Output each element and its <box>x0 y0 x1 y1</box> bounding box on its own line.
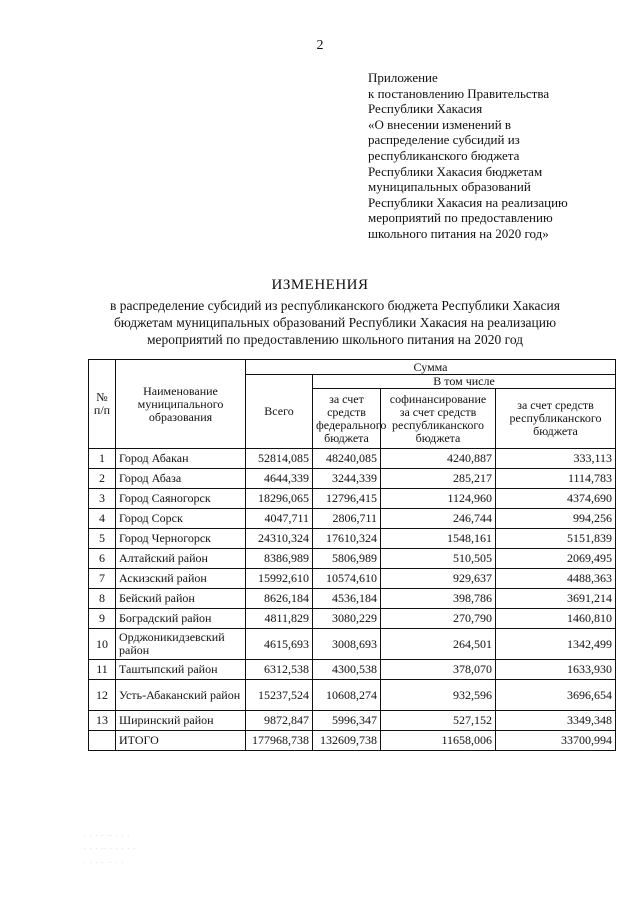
row-republic: 1114,783 <box>496 469 616 489</box>
appendix-line: мероприятий по предоставлению <box>368 210 553 226</box>
row-number: 6 <box>89 549 116 569</box>
appendix-line: «О внесении изменений в <box>368 116 512 132</box>
row-cofinance: 932,596 <box>381 680 496 711</box>
faint-mark: · · · · ·· · · <box>84 860 125 867</box>
row-name: Город Абаза <box>116 469 246 489</box>
row-total: 4644,339 <box>246 469 313 489</box>
row-number: 5 <box>89 529 116 549</box>
table-row <box>89 549 616 569</box>
row-cofinance: 264,501 <box>381 629 496 660</box>
row-federal: 4300,538 <box>313 660 381 680</box>
row-number: 11 <box>89 660 116 680</box>
row-republic: 1342,499 <box>496 629 616 660</box>
total-federal: 132609,738 <box>313 731 381 751</box>
row-name: Город Саяногорск <box>116 489 246 509</box>
row-name: Город Сорск <box>116 509 246 529</box>
row-cofinance: 398,786 <box>381 589 496 609</box>
faint-mark: · · · ·· · · · · · <box>84 846 137 853</box>
row-republic: 4374,690 <box>496 489 616 509</box>
row-federal: 10574,610 <box>313 569 381 589</box>
row-federal: 3008,693 <box>313 629 381 660</box>
row-total: 24310,324 <box>246 529 313 549</box>
row-name: Город Абакан <box>116 449 246 469</box>
row-federal: 5806,989 <box>313 549 381 569</box>
row-federal: 4536,184 <box>313 589 381 609</box>
subtitle-line: бюджетам муниципальных образований Республики Хакасия на реализацию <box>113 315 557 330</box>
table-row <box>89 449 616 469</box>
row-name: Ширинский район <box>116 711 246 731</box>
row-republic: 2069,495 <box>496 549 616 569</box>
table-row <box>89 609 616 629</box>
row-republic: 1633,930 <box>496 660 616 680</box>
row-name: Алтайский район <box>116 549 246 569</box>
row-total: 8626,184 <box>246 589 313 609</box>
table-row <box>89 660 616 680</box>
row-number: 8 <box>89 589 116 609</box>
row-cofinance: 929,637 <box>381 569 496 589</box>
appendix-block <box>368 70 618 242</box>
header-including: В том числе <box>313 375 616 389</box>
row-total: 4811,829 <box>246 609 313 629</box>
total-label: ИТОГО <box>116 731 246 751</box>
row-name: Боградский район <box>116 609 246 629</box>
faint-mark: · · · · ·· · · · <box>84 833 131 840</box>
table-row <box>89 489 616 509</box>
header-num: № п/п <box>89 360 116 449</box>
row-federal: 5996,347 <box>313 711 381 731</box>
header-sum: Сумма <box>246 360 616 375</box>
row-cofinance: 527,152 <box>381 711 496 731</box>
row-cofinance: 246,744 <box>381 509 496 529</box>
row-federal: 12796,415 <box>313 489 381 509</box>
header-republic: за счет средств республиканского бюджета <box>496 389 616 449</box>
row-total: 52814,085 <box>246 449 313 469</box>
row-name: Усть-Абаканский район <box>116 680 246 711</box>
row-name: Аскизский район <box>116 569 246 589</box>
row-number: 9 <box>89 609 116 629</box>
subtitle-line: мероприятий по предоставлению школьного питания на 2020 год <box>146 332 524 347</box>
row-total: 15992,610 <box>246 569 313 589</box>
row-federal: 17610,324 <box>313 529 381 549</box>
subtitle-line: в распределение субсидий из республиканского бюджета Республики Хакасия <box>110 298 560 313</box>
appendix-line: распределение субсидий из <box>368 132 520 148</box>
header-total: Всего <box>246 375 313 449</box>
row-republic: 1460,810 <box>496 609 616 629</box>
row-republic: 333,113 <box>496 449 616 469</box>
row-federal: 3080,229 <box>313 609 381 629</box>
header-cofinance: софинансирование за счет средств республиканского бюджета <box>381 389 496 449</box>
page-number: 2 <box>316 38 324 53</box>
subsidy-table <box>88 359 616 751</box>
total-republic: 33700,994 <box>496 731 616 751</box>
row-cofinance: 270,790 <box>381 609 496 629</box>
appendix-line: Республики Хакасия на реализацию <box>368 194 568 210</box>
total-cofinance: 11658,006 <box>381 731 496 751</box>
row-total: 15237,524 <box>246 680 313 711</box>
row-federal: 10608,274 <box>313 680 381 711</box>
table-row <box>89 569 616 589</box>
document-subtitle <box>100 297 570 348</box>
row-republic: 3349,348 <box>496 711 616 731</box>
appendix-line: Республики Хакасия <box>368 101 483 117</box>
appendix-line: школьного питания на 2020 год» <box>368 225 549 241</box>
row-name: Таштыпский район <box>116 660 246 680</box>
row-total: 6312,538 <box>246 660 313 680</box>
row-total: 9872,847 <box>246 711 313 731</box>
row-number: 1 <box>89 449 116 469</box>
row-number: 13 <box>89 711 116 731</box>
row-federal: 48240,085 <box>313 449 381 469</box>
row-republic: 5151,839 <box>496 529 616 549</box>
table-row <box>89 509 616 529</box>
row-number: 2 <box>89 469 116 489</box>
row-federal: 3244,339 <box>313 469 381 489</box>
row-number: 10 <box>89 629 116 660</box>
row-number: 3 <box>89 489 116 509</box>
row-republic: 3691,214 <box>496 589 616 609</box>
row-name: Бейский район <box>116 589 246 609</box>
row-total: 8386,989 <box>246 549 313 569</box>
row-number: 7 <box>89 569 116 589</box>
header-name: Наименование муниципального образования <box>116 360 246 449</box>
row-cofinance: 1548,161 <box>381 529 496 549</box>
total-sum: 177968,738 <box>246 731 313 751</box>
row-number: 4 <box>89 509 116 529</box>
row-number: 12 <box>89 680 116 711</box>
table-row <box>89 589 616 609</box>
row-total: 18296,065 <box>246 489 313 509</box>
row-cofinance: 285,217 <box>381 469 496 489</box>
row-total: 4615,693 <box>246 629 313 660</box>
row-total: 4047,711 <box>246 509 313 529</box>
row-cofinance: 378,070 <box>381 660 496 680</box>
row-cofinance: 510,505 <box>381 549 496 569</box>
appendix-line: к постановлению Правительства <box>368 85 550 101</box>
table-row <box>89 680 616 711</box>
total-row <box>89 731 616 751</box>
appendix-line: Приложение <box>368 70 438 85</box>
table-row <box>89 711 616 731</box>
table-row <box>89 529 616 549</box>
table-row <box>89 629 616 660</box>
row-republic: 3696,654 <box>496 680 616 711</box>
appendix-line: муниципальных образований <box>368 179 531 195</box>
row-republic: 4488,363 <box>496 569 616 589</box>
row-name: Город Черногорск <box>116 529 246 549</box>
row-cofinance: 4240,887 <box>381 449 496 469</box>
appendix-line: республиканского бюджета <box>368 147 520 163</box>
row-federal: 2806,711 <box>313 509 381 529</box>
header-federal: за счет средств федерального бюджета <box>313 389 381 449</box>
document-title: ИЗМЕНЕНИЯ <box>271 277 369 293</box>
row-name: Орджоникидзевский район <box>116 629 246 660</box>
row-republic: 994,256 <box>496 509 616 529</box>
table-row <box>89 469 616 489</box>
row-cofinance: 1124,960 <box>381 489 496 509</box>
appendix-line: Республики Хакасия бюджетам <box>368 163 543 179</box>
total-row-blank <box>89 731 116 751</box>
